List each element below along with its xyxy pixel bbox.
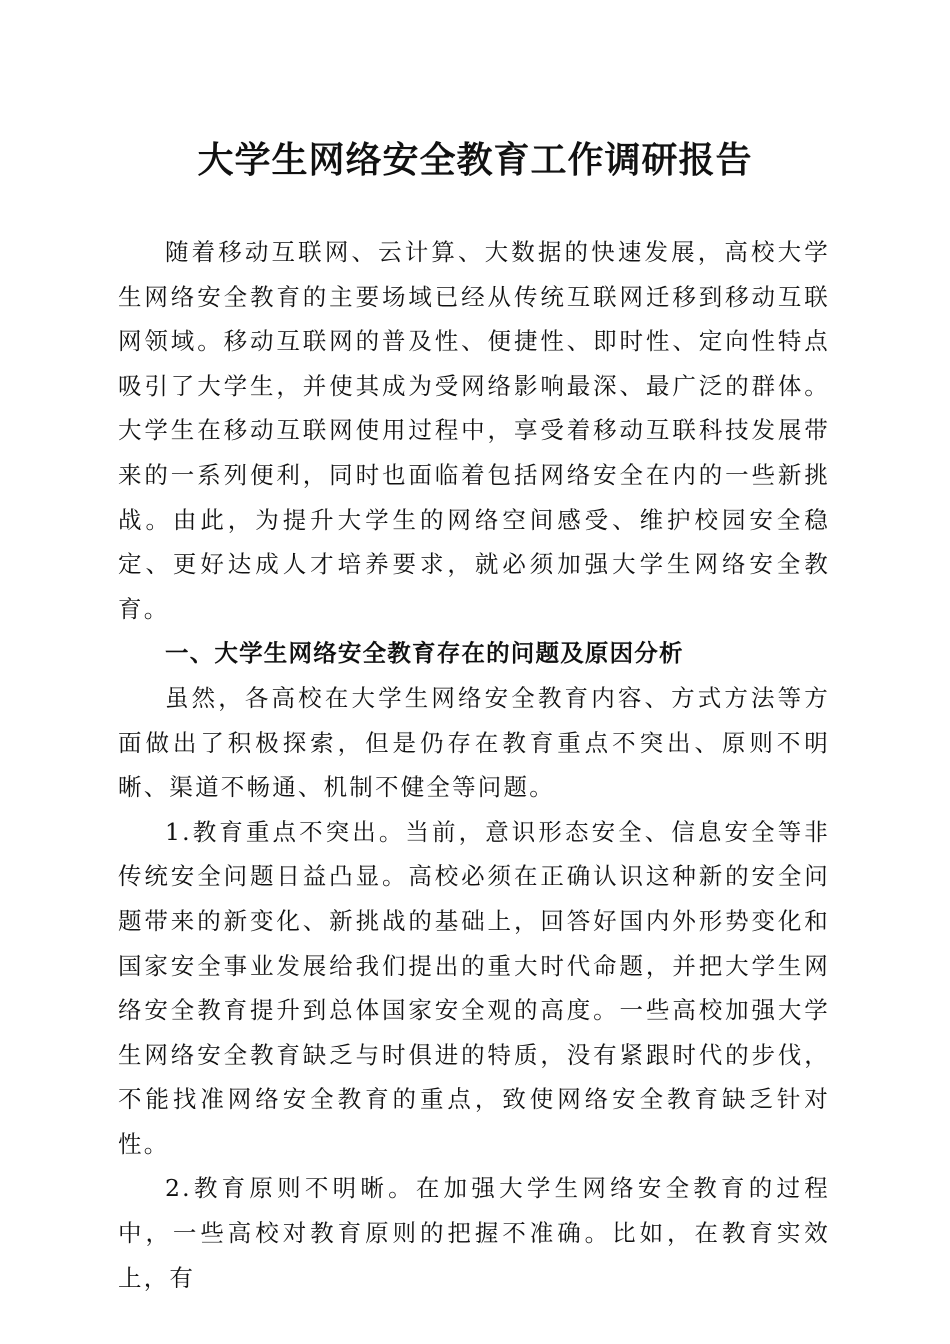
intro-paragraph: 随着移动互联网、云计算、大数据的快速发展，高校大学生网络安全教育的主要场域已经从传统互联网迁移到移动互联网领域。移动互联网的普及性、便捷性、即时性、定向性特点吸引了大学生，并使其成为受网络影响最深、最广泛的群体。大学生在移动互联网使用过程中，享受着移动互联科技发展带来的一系列便利，同时也面临着包括网络安全在内的一些新挑战。由此，为提升大学生的网络空间感受、维护校园安全稳定、更好达成人才培养要求，就必须加强大学生网络安全教育。 bbox=[118, 238, 830, 623]
section-heading-1: 一、大学生网络安全教育存在的问题及原因分析 bbox=[165, 639, 684, 668]
document-body bbox=[118, 230, 830, 1300]
point-1-paragraph: 1.教育重点不突出。当前，意识形态安全、信息安全等非传统安全问题日益凸显。高校必须在正确认识这种新的安全问题带来的新变化、新挑战的基础上，回答好国内外形势变化和国家安全事业发展给我们提出的重大时代命题，并把大学生网络安全教育提升到总体国家安全观的高度。一些高校加强大学生网络安全教育缺乏与时俱进的特质，没有紧跟时代的步伐，不能找准网络安全教育的重点，致使网络安全教育缺乏针对性。 bbox=[118, 817, 830, 1158]
point-2-paragraph: 2.教育原则不明晰。在加强大学生网络安全教育的过程中，一些高校对教育原则的把握不准确。比如，在教育实效上，有 bbox=[118, 1174, 830, 1292]
section-intro-paragraph: 虽然，各高校在大学生网络安全教育内容、方式方法等方面做出了积极探索，但是仍存在教育重点不突出、原则不明晰、渠道不畅通、机制不健全等问题。 bbox=[118, 683, 830, 802]
document-title: 大学生网络安全教育工作调研报告 bbox=[197, 139, 753, 181]
